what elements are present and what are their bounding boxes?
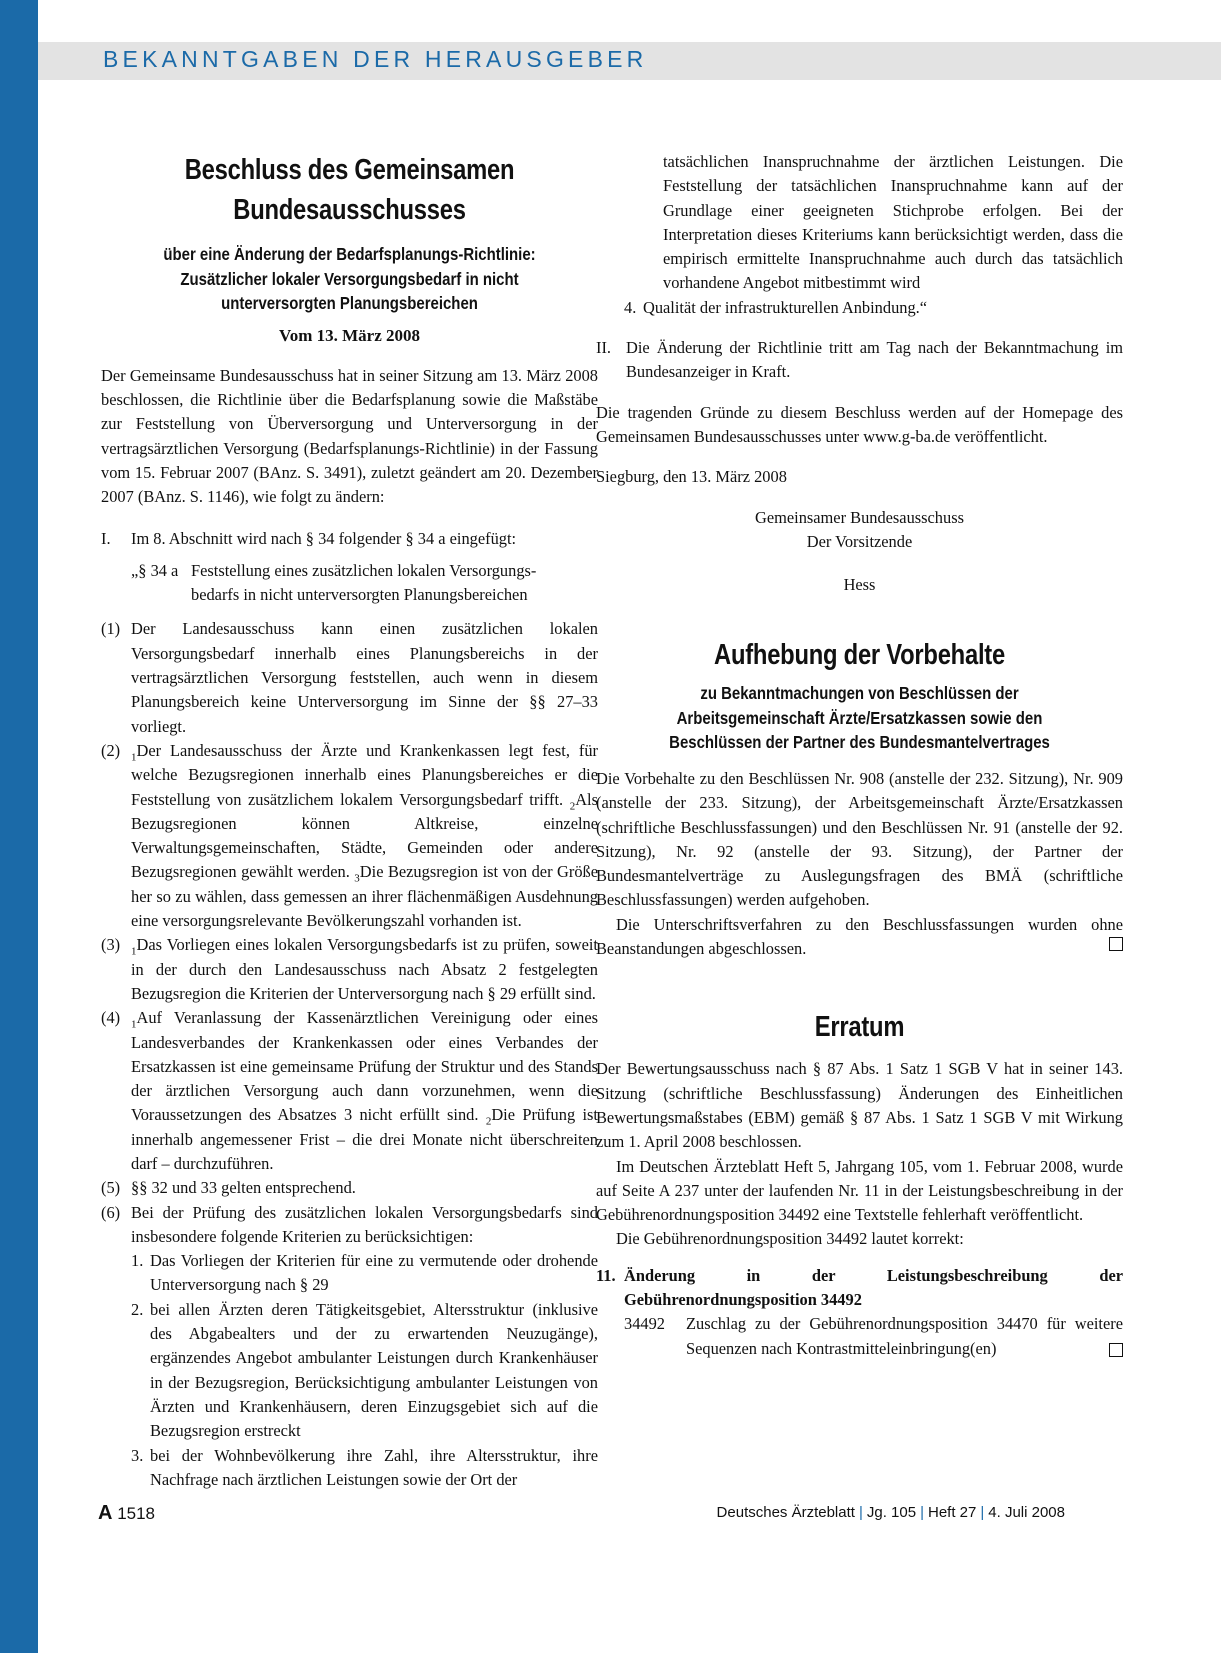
article3 xyxy=(596,1007,1123,1361)
journal-footer: Deutsches Ärzteblatt | Jg. 105 | Heft 27 | 4. Juli 2008 xyxy=(716,1504,1065,1521)
subsection-5 xyxy=(101,1176,598,1200)
subsection-1-text: Der Landesausschuss kann einen zusätzlichen lokalen Versorgungsbedarf innerhalb eines Planungsbereichs in der vertragsärztlichen Versorgung feststellen, auch wenn in diesem Planungsbereich keine Unterversorgung im Sinne der §§ 27–33 vorliegt. xyxy=(131,619,598,736)
article2-subtitle-line1: zu Bekanntmachungen von Beschlüssen der xyxy=(700,683,1019,704)
criterion-4-label: 4. xyxy=(624,297,637,317)
criterion-3-continued xyxy=(644,150,1123,296)
subsection-6-label: (6) xyxy=(101,1202,121,1222)
article1-intro: Der Gemeinsame Bundesausschuss hat in seiner Sitzung am 13. März 2008 beschlossen, die Richtlinie über die Bedarfsplanung sowie die Maßstäbe zur Feststellung von Überversorgung und Unterversorgung in der vertragsärztlichen Versorgung (Bedarfsplanungs-Richtlinie) in der Fassung vom 15. Februar 2007 (BAnz. S. 3491), zuletzt geändert am 20. Dezember 2007 (BAnz. S. 1146), wie folgt zu ändern: xyxy=(101,365,598,507)
article2-subtitle-line3: Beschlüssen der Partner des Bundesmantelvertrages xyxy=(669,732,1050,753)
blue-side-bar xyxy=(0,0,38,1653)
subsection-4-sentence-2: Die Prüfung ist innerhalb angemessener Frist – die drei Monate nicht überschreiten darf – durchzuführen. xyxy=(131,1105,598,1173)
erratum-item-label: 11. xyxy=(596,1265,616,1285)
page-number-value: 1518 xyxy=(117,1504,156,1523)
end-mark-icon xyxy=(1109,1343,1123,1357)
journal-name: Deutsches Ärzteblatt xyxy=(716,1504,855,1521)
article1-subtitle-line1: über eine Änderung der Bedarfsplanungs-Richtlinie: xyxy=(163,244,536,264)
item-I-text: Im 8. Abschnitt wird nach § 34 folgender § 34 a eingefügt: xyxy=(131,528,517,548)
paragraph-34a-line2: bedarfs in nicht unterversorgten Planungsbereichen xyxy=(191,585,528,605)
page-number xyxy=(98,1502,155,1525)
subsection-2-label: (2) xyxy=(101,740,121,760)
item-II xyxy=(596,336,1123,385)
subsection-3-text: Das Vorliegen eines lokalen Versorgungsbedarfs ist zu prüfen, soweit in der durch den Landesausschuss nach Absatz 2 festgelegten Bezugsregion die Kriterien der Unterversorgung nach § 29 erfüllt sind. xyxy=(131,935,598,1003)
criterion-4-text: Qualität der infrastrukturellen Anbindung.“ xyxy=(643,297,928,317)
signature-name: Hess xyxy=(843,575,876,595)
subsection-3-label: (3) xyxy=(101,935,121,955)
signature-block xyxy=(596,506,1123,598)
subsection-4: (4) $_1$Auf Veranlassung der Kassenärztlichen Vereinigung oder eines Landesverbandes der Krankenkassen oder eines Verbandes der Ersatzkassen ist eine gemeinsame Prüfung der Struktur und des Stands der ärztlichen Versorgung auch dann vorzunehmen, wenn die Voraussetzungen des Absatzes 3 nicht erfüllt sind. $_2$Die Prüfung ist innerhalb angemessener Frist – die drei Monate nicht überschreiten darf – durchzuführen. xyxy=(101,1006,598,1176)
paragraph-34a-heading xyxy=(131,559,598,608)
subsection-2-sentence-2: Als Bezugsregionen können Altkreise, einzelne Verwaltungsgemeinschaften, Städte, Gemeinden oder andere Bezugsregionen gewählt werden. xyxy=(131,789,598,882)
page-prefix: A xyxy=(98,1502,113,1524)
criterion-1-label: 1. xyxy=(131,1251,144,1271)
criterion-3 xyxy=(131,1444,598,1493)
right-column xyxy=(596,150,1123,1361)
article1-subtitle-line2: Zusätzlicher lokaler Versorgungsbedarf in nicht xyxy=(180,268,519,289)
criterion-2-label: 2. xyxy=(131,1299,144,1319)
subsection-6-text: Bei der Prüfung des zusätzlichen lokalen Versorgungsbedarfs sind insbesondere folgende Kriterien zu berücksichtigen: xyxy=(131,1202,598,1246)
subsection-4-label: (4) xyxy=(101,1008,121,1028)
erratum-code: 34492 xyxy=(624,1314,665,1334)
journal-date: 4. Juli 2008 xyxy=(988,1504,1065,1521)
criterion-4 xyxy=(624,296,1123,320)
signature-org: Gemeinsamer Bundesausschuss xyxy=(755,507,964,527)
article1-subtitle xyxy=(101,242,598,316)
subsection-3: (3) $_1$Das Vorliegen eines lokalen Versorgungsbedarfs ist zu prüfen, soweit in der durch den Landesausschuss nach Absatz 2 festgelegten Bezugsregion die Kriterien der Unterversorgung nach § 29 erfüllt sind. xyxy=(101,933,598,1006)
article1-date: Vom 13. März 2008 xyxy=(278,325,420,345)
article1-subtitle-line3: unterversorgten Planungsbereichen xyxy=(221,293,478,313)
erratum-item-text: Änderung in der Leistungsbeschreibung der Gebührenordnungsposition 34492 xyxy=(624,1265,1123,1309)
article3-body-3: Die Gebührenordnungsposition 34492 lautet korrekt: xyxy=(616,1229,964,1249)
article2-subtitle-line2: Arbeitsgemeinschaft Ärzte/Ersatzkassen sowie den xyxy=(676,707,1043,728)
article3-body-2: Im Deutschen Ärzteblatt Heft 5, Jahrgang 105, vom 1. Februar 2008, wurde auf Seite A 237 unter der laufenden Nr. 11 in der Leistungsbeschreibung in der Gebührenordnungsposition 34492 eine Textstelle fehlerhaft veröffentlicht. xyxy=(596,1156,1123,1225)
article2-body-2 xyxy=(596,913,1123,962)
subsection-5-text: §§ 32 und 33 gelten entsprechend. xyxy=(131,1178,356,1198)
subsection-2-sentence-3: Die Bezugsregion ist von der Größe her so zu wählen, dass gemessen an ihrer flächenmäßigen Ausdehnung eine versorgungsrelevante Bevölkerungszahl vorhanden ist. xyxy=(131,862,598,931)
article1-title-line1: Beschluss des Gemeinsamen xyxy=(184,154,515,186)
subsection-1-label: (1) xyxy=(101,619,121,639)
article2-body-1: Die Vorbehalte zu den Beschlüssen Nr. 908 (anstelle der 232. Sitzung), Nr. 909 (anstelle der 233. Sitzung), der Arbeitsgemeinschaft Ärzte/Ersatzkassen (schriftliche Beschlussfassungen) und den Beschlüssen Nr. 91 (anstelle der 92. Sitzung), Nr. 92 (anstelle der 93. Sitzung), der Partner der Bundesmantelverträge zu Auslegungsfragen des BMÄ (schriftliche Beschlussfassungen) werden aufgehoben. xyxy=(596,768,1123,910)
criterion-2-text: bei allen Ärzten deren Tätigkeitsgebiet, Altersstruktur (inklusive des Abgabealters und der zu erwartenden Neuzugänge), ergänzendes Angebot ambulanter Leistungen durch Krankenhäuser in der Bezugsregion, Berücksichtigung ambulanter Leistungen von Ärzten und Krankenhäusern, deren Einzugsgebiet sich auf die Bezugsregion erstreckt xyxy=(150,1299,598,1441)
journal-issue: Heft 27 xyxy=(927,1504,977,1521)
criterion-3-text: bei der Wohnbevölkerung ihre Zahl, ihre Altersstruktur, ihre Nachfrage nach ärztlichen Leistungen sowie der Ort der xyxy=(150,1445,598,1489)
item-I xyxy=(101,527,598,551)
paragraph-34a-line1: Feststellung eines zusätzlichen lokalen Versorgungs- xyxy=(191,560,537,580)
journal-volume: Jg. 105 xyxy=(866,1504,917,1521)
item-I-label: I. xyxy=(101,528,111,548)
criterion-1 xyxy=(131,1249,598,1298)
article3-title: Erratum xyxy=(814,1011,905,1044)
subsection-6 xyxy=(101,1201,598,1250)
article2 xyxy=(596,635,1123,961)
section-header: BEKANNTGABEN DER HERAUSGEBER xyxy=(103,46,648,72)
reasons-text: Die tragenden Gründe zu diesem Beschluss werden auf der Homepage des Gemeinsamen Bundesausschusses unter www.g-ba.de veröffentlicht. xyxy=(596,402,1123,446)
paragraph-34a-label: „§ 34 a xyxy=(131,560,179,580)
subsection-4-sentence-1: Auf Veranlassung der Kassenärztlichen Vereinigung oder eines Landesverbandes der Krankenkassen oder eines Verbandes der Ersatzkassen ist eine gemeinsame Prüfung der Struktur und des Stands der ärztlichen Versorgung auch dann vorzunehmen, wenn die Voraussetzungen des Absatzes 3 nicht erfüllt sind. xyxy=(131,1008,598,1125)
erratum-item xyxy=(596,1264,1123,1313)
article3-body-1: Der Bewertungsausschuss nach § 87 Abs. 1 Satz 1 SGB V hat in seiner 143. Sitzung (schriftliche Beschlussfassung) Änderungen des Einheitlichen Bewertungsmaßstabes (EBM) gemäß § 87 Abs. 1 Satz 1 SGB V mit Wirkung zum 1. April 2008 beschlossen. xyxy=(596,1059,1123,1152)
article1-title xyxy=(101,150,598,230)
place-date: Siegburg, den 13. März 2008 xyxy=(596,467,787,487)
item-II-label: II. xyxy=(596,338,612,358)
article2-body-2-text: Die Unterschriftsverfahren zu den Beschlussfassungen wurden ohne Beanstandungen abgeschlossen. xyxy=(596,914,1123,959)
criterion-2 xyxy=(131,1298,598,1444)
article1-title-line2: Bundesausschusses xyxy=(233,194,466,226)
end-mark-icon xyxy=(1109,937,1123,951)
item-II-text: Die Änderung der Richtlinie tritt am Tag nach der Bekanntmachung im Bundesanzeiger in Kraft. xyxy=(626,338,1123,382)
erratum-code-entry xyxy=(624,1312,1123,1361)
subsection-2: (2) $_1$Der Landesausschuss der Ärzte und Krankenkassen legt fest, für welche Bezugsregionen innerhalb eines Planungsbereiches er die Feststellung von zusätzlichem lokalem Versorgungsbedarf trifft. $_2$Als Bezugsregionen können Altkreise, einzelne Verwaltungsgemeinschaften, Städte, Gemeinden oder andere Bezugsregionen gewählt werden. $_3$Die Bezugsregion ist von der Größe her so zu wählen, dass gemessen an ihrer flächenmäßigen Ausdehnung eine versorgungsrelevante Bevölkerungszahl vorhanden ist. xyxy=(101,739,598,933)
subsection-2-sentence-1: Der Landesausschuss der Ärzte und Krankenkassen legt fest, für welche Bezugsregionen innerhalb eines Planungsbereiches er die Feststellung von zusätzlichem lokalem Versorgungsbedarf trifft. xyxy=(131,740,598,809)
subsection-5-label: (5) xyxy=(101,1178,121,1198)
criterion-3-label: 3. xyxy=(131,1445,144,1465)
criterion-3-continued-text: tatsächlichen Inanspruchnahme der ärztlichen Leistungen. Die Feststellung der tatsächlichen Inanspruchnahme kann auf der Grundlage einer geeigneten Stichprobe erfolgen. Bei der Interpretation dieses Kriteriums kann berücksichtigt werden, dass die empirisch ermittelte Inanspruchnahme auch durch das tatsächlich vorhandene Angebot mitbestimmt wird xyxy=(663,152,1123,293)
left-column xyxy=(101,150,598,1492)
erratum-code-text: Zuschlag zu der Gebührenordnungsposition 34470 für weitere Sequenzen nach Kontrastmitteleinbringung(en) xyxy=(686,1314,1123,1358)
signature-role: Der Vorsitzende xyxy=(806,531,913,551)
article2-title: Aufhebung der Vorbehalte xyxy=(714,639,1005,672)
criterion-1-text: Das Vorliegen der Kriterien für eine zu vermutende oder drohende Unterversorgung nach § 29 xyxy=(150,1251,598,1295)
subsection-1 xyxy=(101,617,598,738)
